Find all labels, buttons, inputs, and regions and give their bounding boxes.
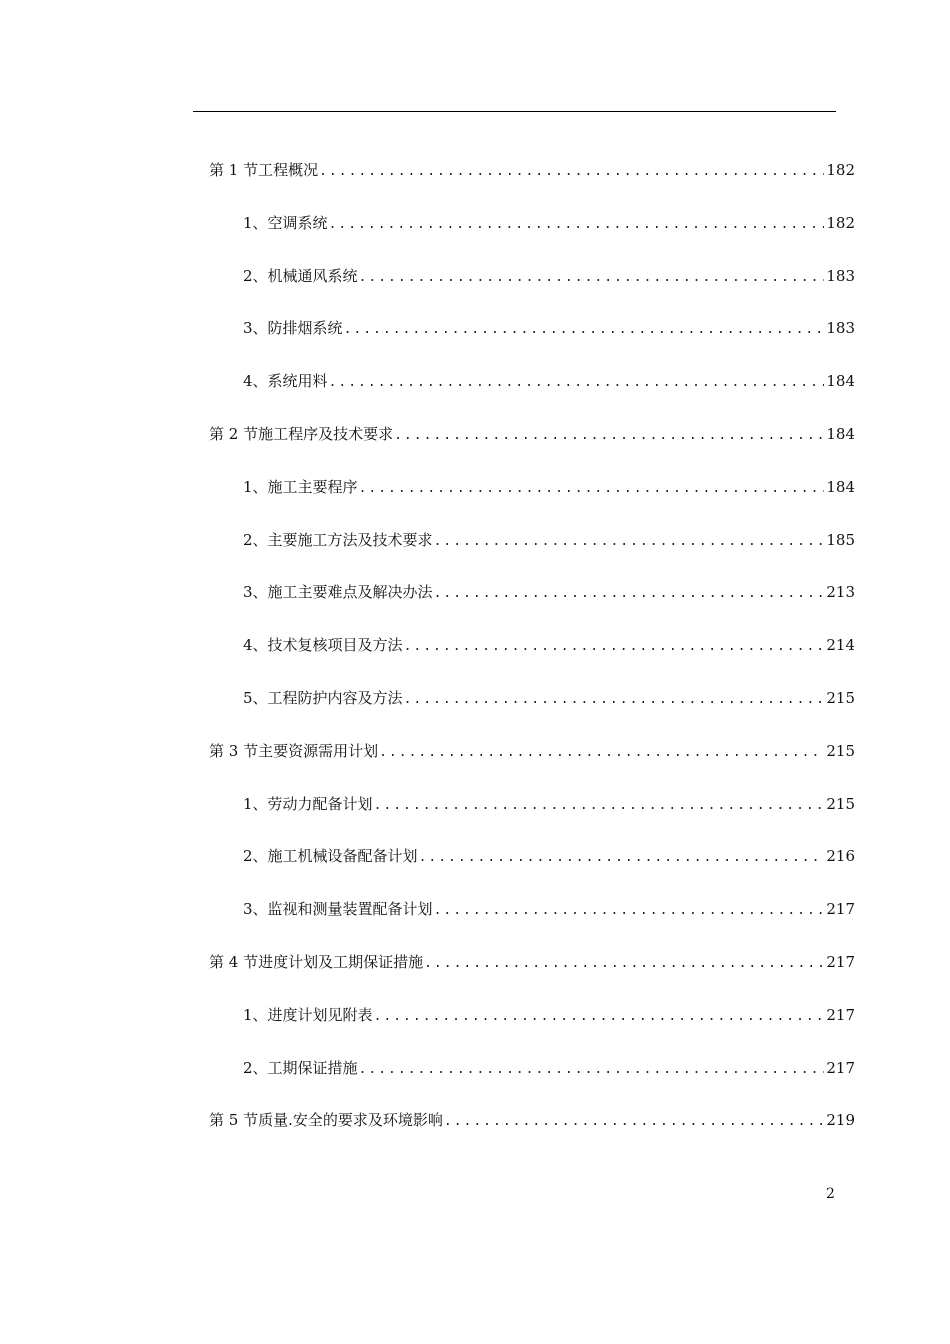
toc-dot-leader (329, 213, 825, 237)
toc-entry-number: 4、 (243, 372, 268, 390)
toc-entry-title: 质量.安全的要求及环境影响 (258, 1111, 443, 1129)
toc-item-entry[interactable] (243, 316, 855, 340)
toc-dot-leader (434, 530, 825, 554)
toc-entry-page-number: 182 (826, 161, 855, 179)
toc-entry-page-number: 184 (826, 372, 855, 390)
toc-item-entry[interactable] (243, 211, 855, 235)
toc-entry-page-number: 216 (826, 847, 855, 865)
toc-item-entry[interactable] (243, 580, 855, 604)
toc-entry-title: 技术复核项目及方法 (267, 636, 403, 654)
toc-entry-page-number: 217 (826, 1059, 855, 1077)
toc-dot-leader (404, 635, 825, 659)
toc-entry-number: 2、 (243, 531, 268, 549)
toc-entry-page-number: 213 (826, 583, 855, 601)
toc-section-entry[interactable] (209, 950, 855, 974)
toc-section-entry[interactable] (209, 1108, 855, 1132)
toc-section-entry[interactable] (209, 158, 855, 182)
toc-entry-number: 第 5 节 (209, 1111, 259, 1129)
toc-entry-title: 防排烟系统 (267, 319, 343, 337)
toc-entry-page-number: 217 (826, 1006, 855, 1024)
toc-item-entry[interactable] (243, 1003, 855, 1027)
footer-page-number: 2 (826, 1186, 835, 1202)
toc-entry-page-number: 185 (826, 531, 855, 549)
toc-item-entry[interactable] (243, 686, 855, 710)
toc-entry-page-number: 215 (826, 795, 855, 813)
toc-entry-page-number: 182 (826, 214, 855, 232)
toc-entry-number: 1、 (243, 214, 268, 232)
toc-entry-title: 进度计划及工期保证措施 (258, 953, 424, 971)
toc-entry-title: 施工主要程序 (267, 478, 358, 496)
toc-entry-page-number: 215 (826, 742, 855, 760)
toc-item-entry[interactable] (243, 264, 855, 288)
toc-dot-leader (374, 1005, 825, 1029)
toc-entry-number: 第 2 节 (209, 425, 259, 443)
toc-item-entry[interactable] (243, 528, 855, 552)
toc-entry-title: 主要施工方法及技术要求 (267, 531, 433, 549)
toc-dot-leader (404, 688, 825, 712)
toc-entry-page-number: 183 (826, 319, 855, 337)
toc-entry-title: 施工机械设备配备计划 (267, 847, 418, 865)
toc-entry-title: 空调系统 (267, 214, 328, 232)
toc-entry-number: 第 3 节 (209, 742, 259, 760)
toc-entry-title: 工程概况 (258, 161, 319, 179)
toc-item-entry[interactable] (243, 369, 855, 393)
toc-dot-leader (359, 1058, 825, 1082)
toc-entry-page-number: 183 (826, 267, 855, 285)
toc-entry-number: 1、 (243, 1006, 268, 1024)
toc-dot-leader (344, 318, 825, 342)
toc-entry-title: 劳动力配备计划 (267, 795, 373, 813)
toc-entry-title: 系统用料 (267, 372, 328, 390)
toc-section-entry[interactable] (209, 739, 855, 763)
toc-item-entry[interactable] (243, 844, 855, 868)
toc-entry-number: 2、 (243, 1059, 268, 1077)
toc-entry-number: 第 1 节 (209, 161, 259, 179)
toc-entry-page-number: 214 (826, 636, 855, 654)
toc-entry-number: 3、 (243, 319, 268, 337)
toc-entry-number: 4、 (243, 636, 268, 654)
toc-entry-title: 工期保证措施 (267, 1059, 358, 1077)
toc-item-entry[interactable] (243, 475, 855, 499)
header-rule (193, 111, 836, 112)
toc-entry-number: 2、 (243, 267, 268, 285)
toc-dot-leader (319, 160, 824, 184)
toc-entry-title: 施工主要难点及解决办法 (267, 583, 433, 601)
toc-dot-leader (434, 899, 825, 923)
toc-entry-number: 第 4 节 (209, 953, 259, 971)
toc-entry-number: 3、 (243, 900, 268, 918)
toc-entry-title: 工程防护内容及方法 (267, 689, 403, 707)
toc-entry-page-number: 217 (826, 900, 855, 918)
toc-dot-leader (424, 952, 824, 976)
toc-dot-leader (394, 424, 824, 448)
toc-section-entry[interactable] (209, 422, 855, 446)
toc-item-entry[interactable] (243, 792, 855, 816)
toc-dot-leader (359, 477, 825, 501)
toc-item-entry[interactable] (243, 633, 855, 657)
toc-entry-page-number: 219 (826, 1111, 855, 1129)
toc-dot-leader (379, 741, 824, 765)
toc-entry-number: 2、 (243, 847, 268, 865)
toc-dot-leader (444, 1110, 824, 1134)
toc-entry-page-number: 184 (826, 425, 855, 443)
toc-entry-title: 监视和测量装置配备计划 (267, 900, 433, 918)
toc-entry-page-number: 215 (826, 689, 855, 707)
toc-entry-title: 施工程序及技术要求 (258, 425, 394, 443)
toc-entry-page-number: 217 (826, 953, 855, 971)
toc-entry-number: 1、 (243, 478, 268, 496)
toc-entry-number: 3、 (243, 583, 268, 601)
toc-entry-number: 1、 (243, 795, 268, 813)
toc-item-entry[interactable] (243, 1056, 855, 1080)
toc-item-entry[interactable] (243, 897, 855, 921)
toc-entry-title: 进度计划见附表 (267, 1006, 373, 1024)
toc-dot-leader (434, 582, 825, 606)
toc-dot-leader (359, 266, 825, 290)
toc-entry-title: 机械通风系统 (267, 267, 358, 285)
toc-entry-title: 主要资源需用计划 (258, 742, 379, 760)
toc-dot-leader (419, 846, 825, 870)
toc-dot-leader (374, 794, 825, 818)
toc-entry-page-number: 184 (826, 478, 855, 496)
toc-dot-leader (329, 371, 825, 395)
toc-entry-number: 5、 (243, 689, 268, 707)
